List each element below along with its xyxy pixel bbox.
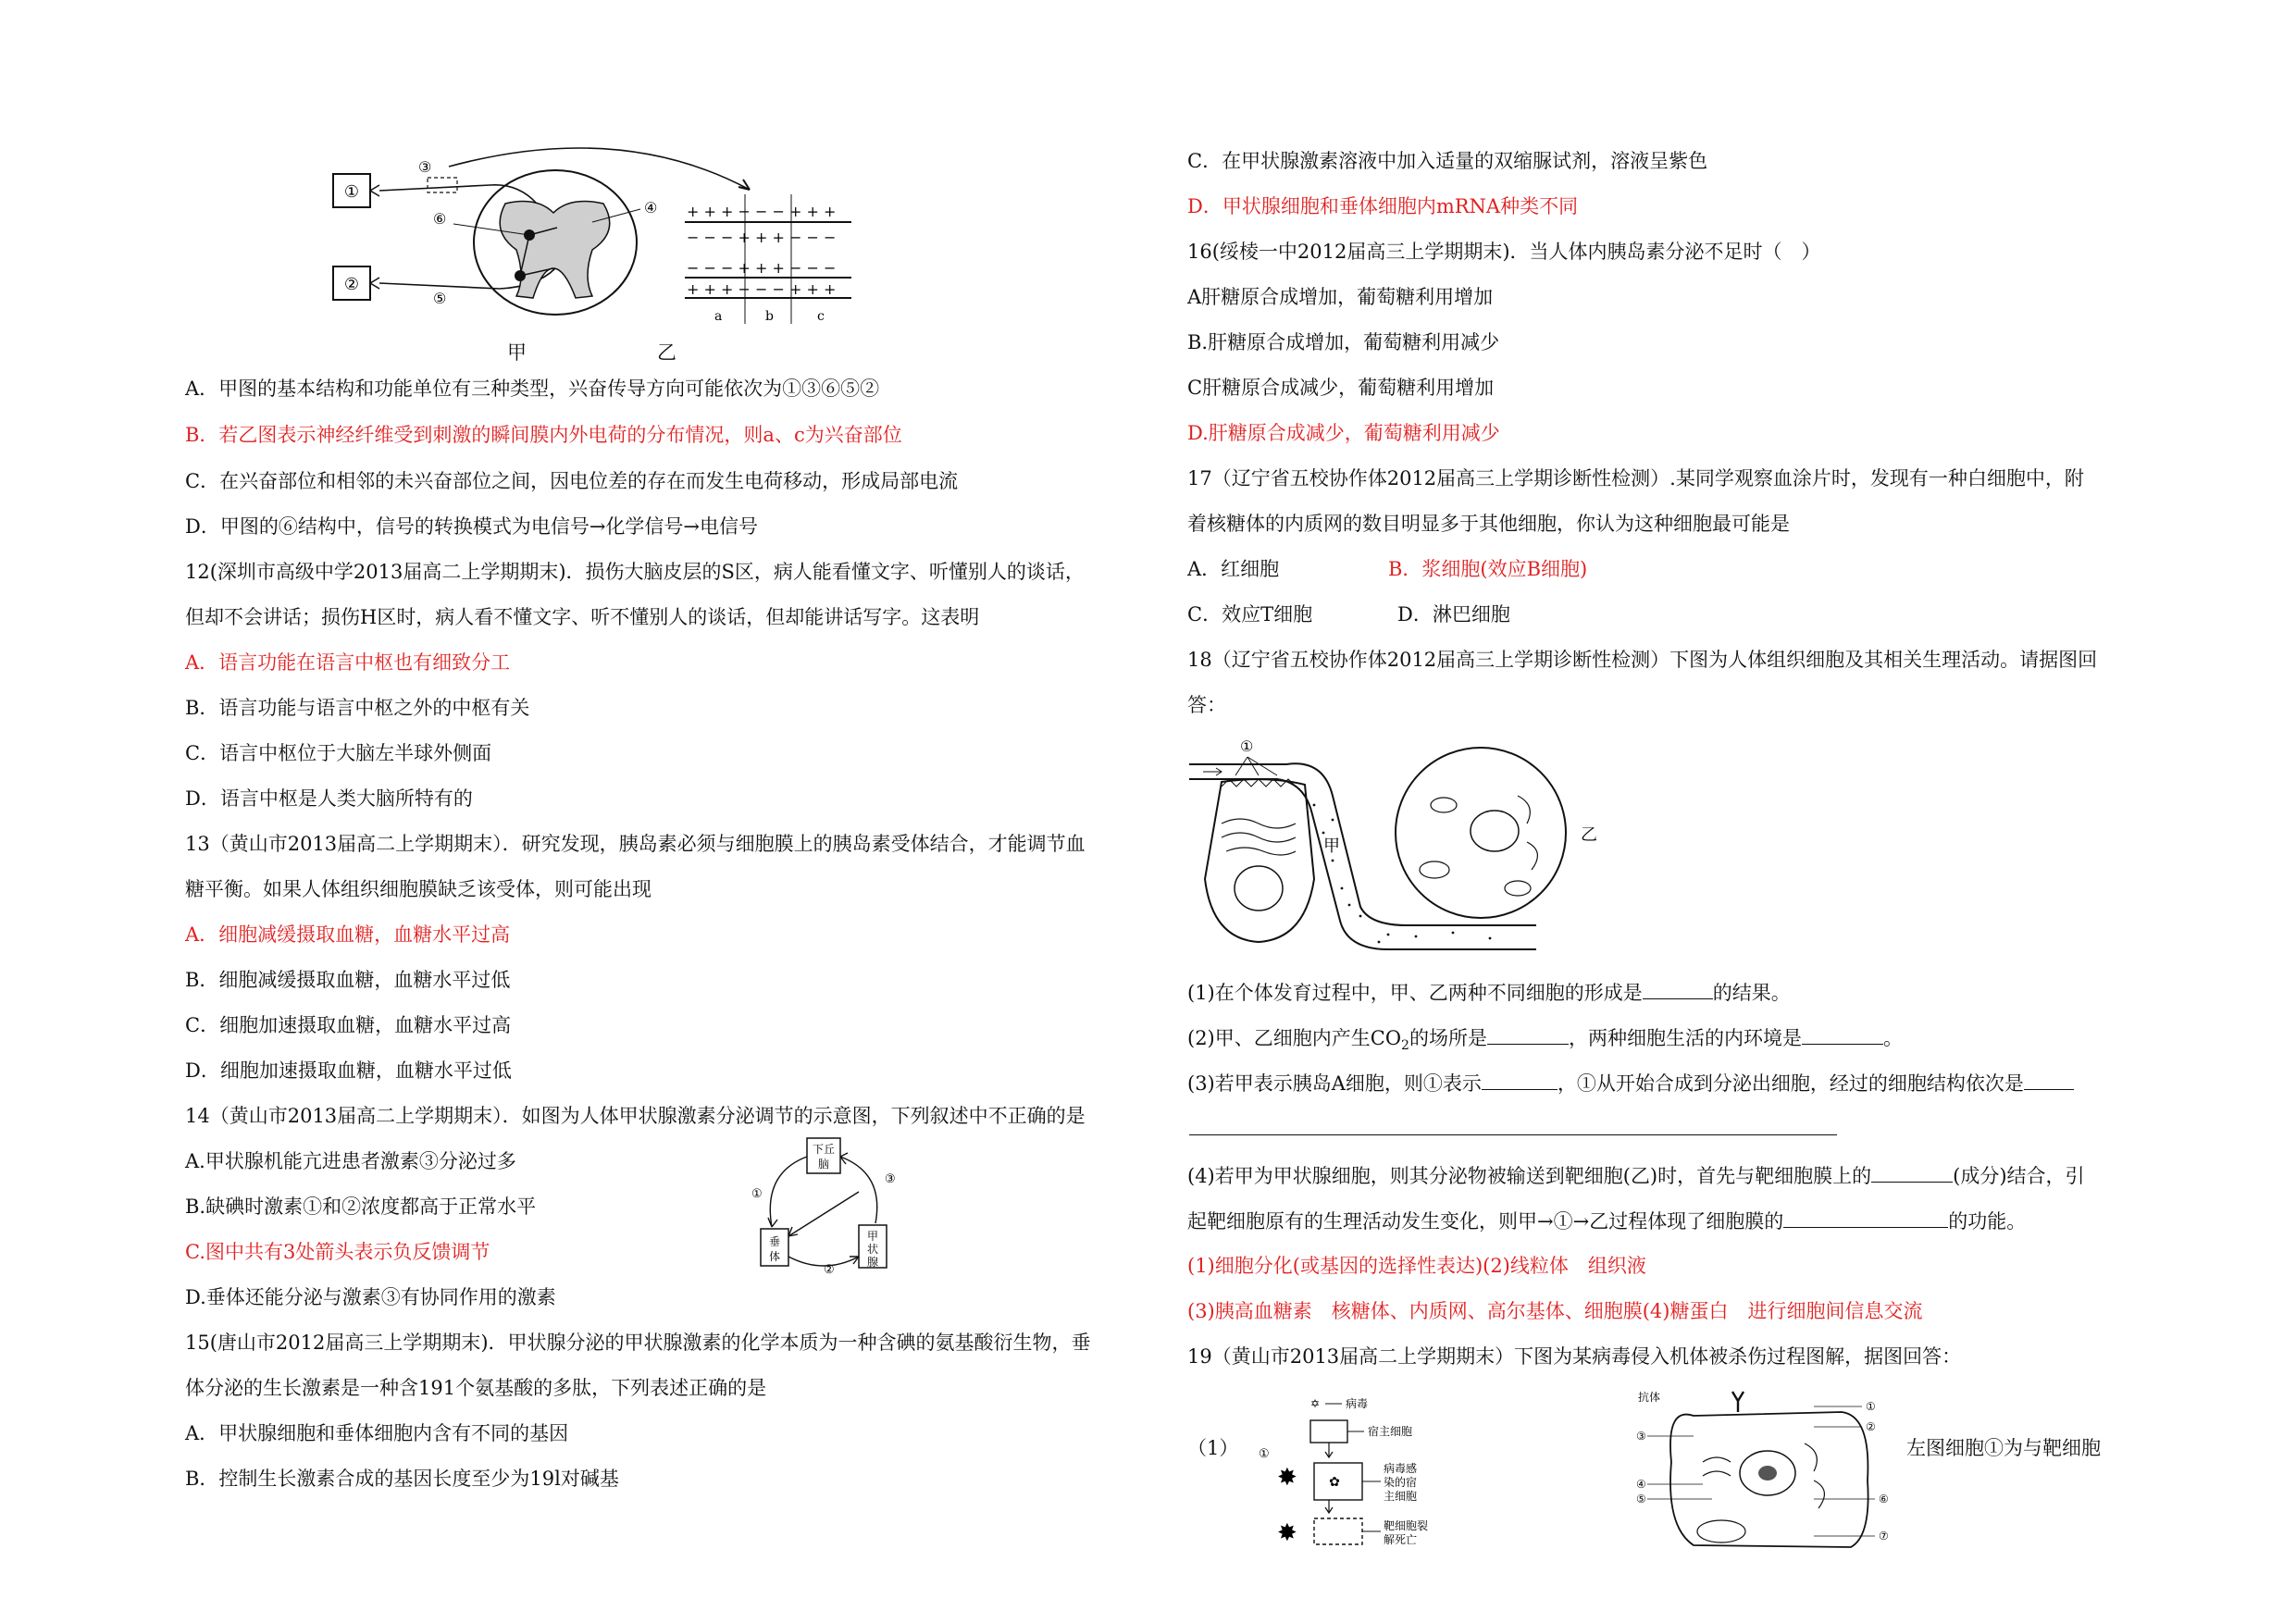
q18-answer-2: (3)胰高血糖素 核糖体、内质网、高尔基体、细胞膜(4)糖蛋白 进行细胞间信息交流 bbox=[1187, 1300, 1923, 1322]
svg-text:⑤: ⑤ bbox=[433, 290, 447, 307]
q15-option-d-answer: D．甲状腺细胞和垂体细胞内mRNA种类不同 bbox=[1187, 195, 1579, 217]
q12-stem-1: 12(深圳市高级中学2013届高二上学期期末)．损伤大脑皮层的S区，病人能看懂文字、听懂别人的谈话， bbox=[185, 561, 1085, 583]
q17-option-d: D．淋巴细胞 bbox=[1397, 603, 1510, 626]
q16-option-d-answer: D.肝糖原合成减少，葡萄糖利用减少 bbox=[1187, 422, 1500, 444]
q17-option-a: A．红细胞 bbox=[1187, 558, 1280, 580]
svg-text:病毒: 病毒 bbox=[1346, 1397, 1369, 1410]
svg-text:①: ① bbox=[343, 182, 360, 202]
svg-text:解死亡: 解死亡 bbox=[1384, 1533, 1418, 1546]
q11-option-b-answer: B．若乙图表示神经纤维受到刺激的瞬间膜内外电荷的分布情况，则a、c为兴奋部位 bbox=[185, 424, 902, 446]
svg-text:抗体: 抗体 bbox=[1638, 1391, 1661, 1404]
svg-text:乙: 乙 bbox=[1581, 825, 1597, 845]
q11-option-a: A．甲图的基本结构和功能单位有三种类型，兴奋传导方向可能依次为①③⑥⑤② bbox=[185, 378, 880, 400]
svg-text:①: ① bbox=[1259, 1447, 1270, 1461]
svg-text:主细胞: 主细胞 bbox=[1384, 1490, 1418, 1503]
q19-part1-text: 左图细胞①为与靶细胞 bbox=[1906, 1437, 2101, 1459]
svg-text:②: ② bbox=[824, 1263, 835, 1275]
q18-sub4-line1: (4)若甲为甲状腺细胞，则其分泌物被输送到靶细胞(乙)时，首先与靶细胞膜上的 (成分)结合，引 bbox=[1187, 1161, 2085, 1190]
q11-option-c: C．在兴奋部位和相邻的未兴奋部位之间，因电位差的存在而发生电荷移动，形成局部电流 bbox=[185, 470, 959, 492]
svg-text:③: ③ bbox=[1636, 1430, 1646, 1443]
q15-stem-2: 体分泌的生长激素是一种含191个氨基酸的多肽，下列表述正确的是 bbox=[185, 1377, 767, 1399]
q18-blank-6[interactable] bbox=[1871, 1161, 1953, 1183]
reflex-arc-figure bbox=[315, 139, 870, 361]
q15-option-b: B．控制生长激素合成的基因长度至少为19l对碱基 bbox=[185, 1468, 619, 1490]
virus-killing-figure bbox=[1249, 1393, 1527, 1550]
q19-stem: 19（黄山市2013届高二上学期期末）下图为某病毒侵入机体被杀伤过程图解，据图回答： bbox=[1187, 1345, 1962, 1368]
receptor-box-1 bbox=[333, 174, 370, 207]
svg-text:+ + + − − − + + +: + + + − − − + + + bbox=[687, 203, 837, 220]
spinal-cord-section bbox=[453, 170, 640, 315]
tissue-cell-figure bbox=[1185, 731, 1629, 953]
svg-text:✿: ✿ bbox=[1329, 1475, 1340, 1490]
cell-yi bbox=[1396, 748, 1597, 918]
q16-option-c: C肝糖原合成减少，葡萄糖利用增加 bbox=[1187, 377, 1495, 399]
svg-text:状: 状 bbox=[866, 1243, 879, 1256]
q13-stem-2: 糖平衡。如果人体组织细胞膜缺乏该受体，则可能出现 bbox=[185, 878, 652, 900]
label-hypothalamus-1: 下丘 bbox=[812, 1143, 836, 1156]
svg-text:c: c bbox=[817, 309, 825, 324]
svg-text:④: ④ bbox=[1636, 1478, 1646, 1491]
svg-text:甲: 甲 bbox=[1323, 836, 1340, 856]
svg-text:②: ② bbox=[1866, 1420, 1876, 1433]
q13-option-d: D．细胞加速摄取血糖，血糖水平过低 bbox=[185, 1059, 512, 1082]
q14-option-d: D.垂体还能分泌与激素③有协同作用的激素 bbox=[185, 1286, 556, 1308]
q12-option-b: B．语言功能与语言中枢之外的中枢有关 bbox=[185, 697, 530, 719]
q16-stem: 16(绥棱一中2012届高三上学期期末)．当人体内胰岛素分泌不足时（ ） bbox=[1187, 241, 1821, 263]
q13-option-a-answer: A．细胞减缓摄取血糖，血糖水平过高 bbox=[185, 923, 511, 946]
q18-stem-2: 答： bbox=[1187, 694, 1226, 716]
effector-box-2 bbox=[333, 266, 370, 300]
svg-text:⑦: ⑦ bbox=[1879, 1530, 1889, 1542]
q14-option-a: A.甲状腺机能亢进患者激素③分泌过多 bbox=[185, 1150, 516, 1172]
thyroid-regulation-figure bbox=[750, 1136, 898, 1275]
q18-stem-1: 18（辽宁省五校协作体2012届高三上学期诊断性检测）下图为人体组织细胞及其相关生理活动。请据图回 bbox=[1187, 649, 2098, 671]
svg-text:− − − + + + − − −: − − − + + + − − − bbox=[687, 259, 837, 277]
q18-blank-4[interactable] bbox=[1482, 1069, 1558, 1090]
q12-option-a-answer: A．语言功能在语言中枢也有细致分工 bbox=[185, 651, 511, 674]
q13-stem-1: 13（黄山市2013届高二上学期期末）．研究发现，胰岛素必须与细胞膜上的胰岛素受体结合，才能调节血 bbox=[185, 833, 1086, 855]
svg-text:a: a bbox=[714, 309, 723, 324]
q11-option-d: D．甲图的⑥结构中，信号的转换模式为电信号→化学信号→电信号 bbox=[185, 515, 759, 538]
svg-text:+ + + − − − + + +: + + + − − − + + + bbox=[687, 280, 837, 298]
q18-sub3: (3)若甲表示胰岛A细胞，则①表示 ，①从开始合成到分泌出细胞，经过的细胞结构依次是 bbox=[1187, 1069, 2074, 1097]
q18-blank-7[interactable] bbox=[1783, 1207, 1948, 1228]
q16-option-b: B.肝糖原合成增加，葡萄糖利用减少 bbox=[1187, 331, 1500, 353]
q17-stem-2: 着核糖体的内质网的数目明显多于其他细胞，你认为这种细胞最可能是 bbox=[1187, 513, 1790, 535]
svg-text:①: ① bbox=[751, 1187, 763, 1201]
q17-option-c: C．效应T细胞 bbox=[1187, 603, 1313, 626]
figure-caption-jia: 甲 bbox=[507, 341, 527, 364]
q14-stem: 14（黄山市2013届高二上学期期末）．如图为人体甲状腺激素分泌调节的示意图，下列叙述中不正确的是 bbox=[185, 1105, 1086, 1127]
q17-stem-1: 17（辽宁省五校协作体2012届高三上学期诊断性检测）.某同学观察血涂片时，发现有一种白细胞中，附 bbox=[1187, 467, 2084, 489]
svg-text:②: ② bbox=[343, 275, 360, 294]
svg-text:③: ③ bbox=[418, 158, 432, 176]
svg-text:⑤: ⑤ bbox=[1636, 1493, 1646, 1505]
q18-sub2: (2)甲、乙细胞内产生$CO_2$的场所是 ，两种细胞生活的内环境是 。 bbox=[1187, 1023, 1903, 1059]
q14-option-c-answer: C.图中共有3处箭头表示负反馈调节 bbox=[185, 1241, 490, 1263]
svg-text:甲: 甲 bbox=[866, 1230, 879, 1243]
q13-option-c: C．细胞加速摄取血糖，血糖水平过高 bbox=[185, 1014, 512, 1036]
svg-text:染的宿: 染的宿 bbox=[1384, 1476, 1418, 1489]
label-hypothalamus-2: 脑 bbox=[817, 1158, 830, 1171]
svg-text:垂: 垂 bbox=[768, 1235, 781, 1248]
svg-text:b: b bbox=[765, 309, 774, 324]
q18-sub4-line2: 起靶细胞原有的生理活动发生变化，则甲→①→乙过程体现了细胞膜的 的功能。 bbox=[1187, 1207, 2026, 1235]
svg-text:①: ① bbox=[1240, 737, 1254, 755]
svg-text:✸: ✸ bbox=[1277, 1464, 1297, 1492]
q15-option-a: A．甲状腺细胞和垂体细胞内含有不同的基因 bbox=[185, 1422, 569, 1444]
svg-text:③: ③ bbox=[885, 1172, 896, 1186]
svg-text:④: ④ bbox=[644, 199, 658, 217]
cell-jia bbox=[1205, 779, 1340, 942]
svg-text:− − − + + + − − −: − − − + + + − − − bbox=[687, 229, 837, 246]
svg-text:体: 体 bbox=[768, 1250, 781, 1263]
q18-blank-3[interactable] bbox=[1802, 1023, 1883, 1045]
svg-text:①: ① bbox=[1866, 1400, 1876, 1413]
q15-option-c: C．在甲状腺激素溶液中加入适量的双缩脲试剂，溶液呈紫色 bbox=[1187, 150, 1708, 172]
svg-text:✡: ✡ bbox=[1310, 1397, 1321, 1410]
target-cell-figure bbox=[1629, 1388, 1897, 1555]
q19-part1-label: （1） bbox=[1187, 1437, 1239, 1459]
q16-option-a: A肝糖原合成增加，葡萄糖利用增加 bbox=[1187, 286, 1494, 308]
nerve-fiber-charge-figure bbox=[685, 194, 851, 324]
q18-blank-5-continued[interactable] bbox=[1189, 1134, 1837, 1135]
q17-option-b-answer: B．浆细胞(效应B细胞) bbox=[1388, 558, 1588, 580]
q18-answer-1: (1)细胞分化(或基因的选择性表达)(2)线粒体 组织液 bbox=[1187, 1255, 1646, 1277]
q12-option-d: D．语言中枢是人类大脑所特有的 bbox=[185, 787, 473, 810]
q12-stem-2: 但却不会讲话；损伤H区时，病人看不懂文字、听不懂别人的谈话，但却能讲话写字。这表明 bbox=[185, 606, 980, 628]
svg-text:✸: ✸ bbox=[1277, 1519, 1297, 1547]
svg-text:⑥: ⑥ bbox=[433, 210, 447, 228]
svg-text:腺: 腺 bbox=[866, 1256, 879, 1269]
svg-text:病毒感: 病毒感 bbox=[1384, 1462, 1418, 1475]
q18-blank-1[interactable] bbox=[1643, 978, 1713, 999]
q14-option-b: B.缺碘时激素①和②浓度都高于正常水平 bbox=[185, 1196, 537, 1218]
svg-text:宿主细胞: 宿主细胞 bbox=[1368, 1425, 1413, 1438]
q15-stem-1: 15(唐山市2012届高三上学期期末)．甲状腺分泌的甲状腺激素的化学本质为一种含碘的氨基酸衍生物，垂 bbox=[185, 1332, 1091, 1354]
svg-text:靶细胞裂: 靶细胞裂 bbox=[1384, 1519, 1429, 1532]
q18-sub1: (1)在个体发育过程中，甲、乙两种不同细胞的形成是 的结果。 bbox=[1187, 978, 1791, 1007]
q18-blank-5[interactable] bbox=[2024, 1069, 2074, 1090]
svg-text:⑥: ⑥ bbox=[1879, 1493, 1889, 1505]
q13-option-b: B．细胞减缓摄取血糖，血糖水平过低 bbox=[185, 969, 511, 991]
figure-caption-yi: 乙 bbox=[657, 341, 676, 364]
q18-blank-2[interactable] bbox=[1487, 1023, 1569, 1045]
q12-option-c: C．语言中枢位于大脑左半球外侧面 bbox=[185, 742, 492, 764]
